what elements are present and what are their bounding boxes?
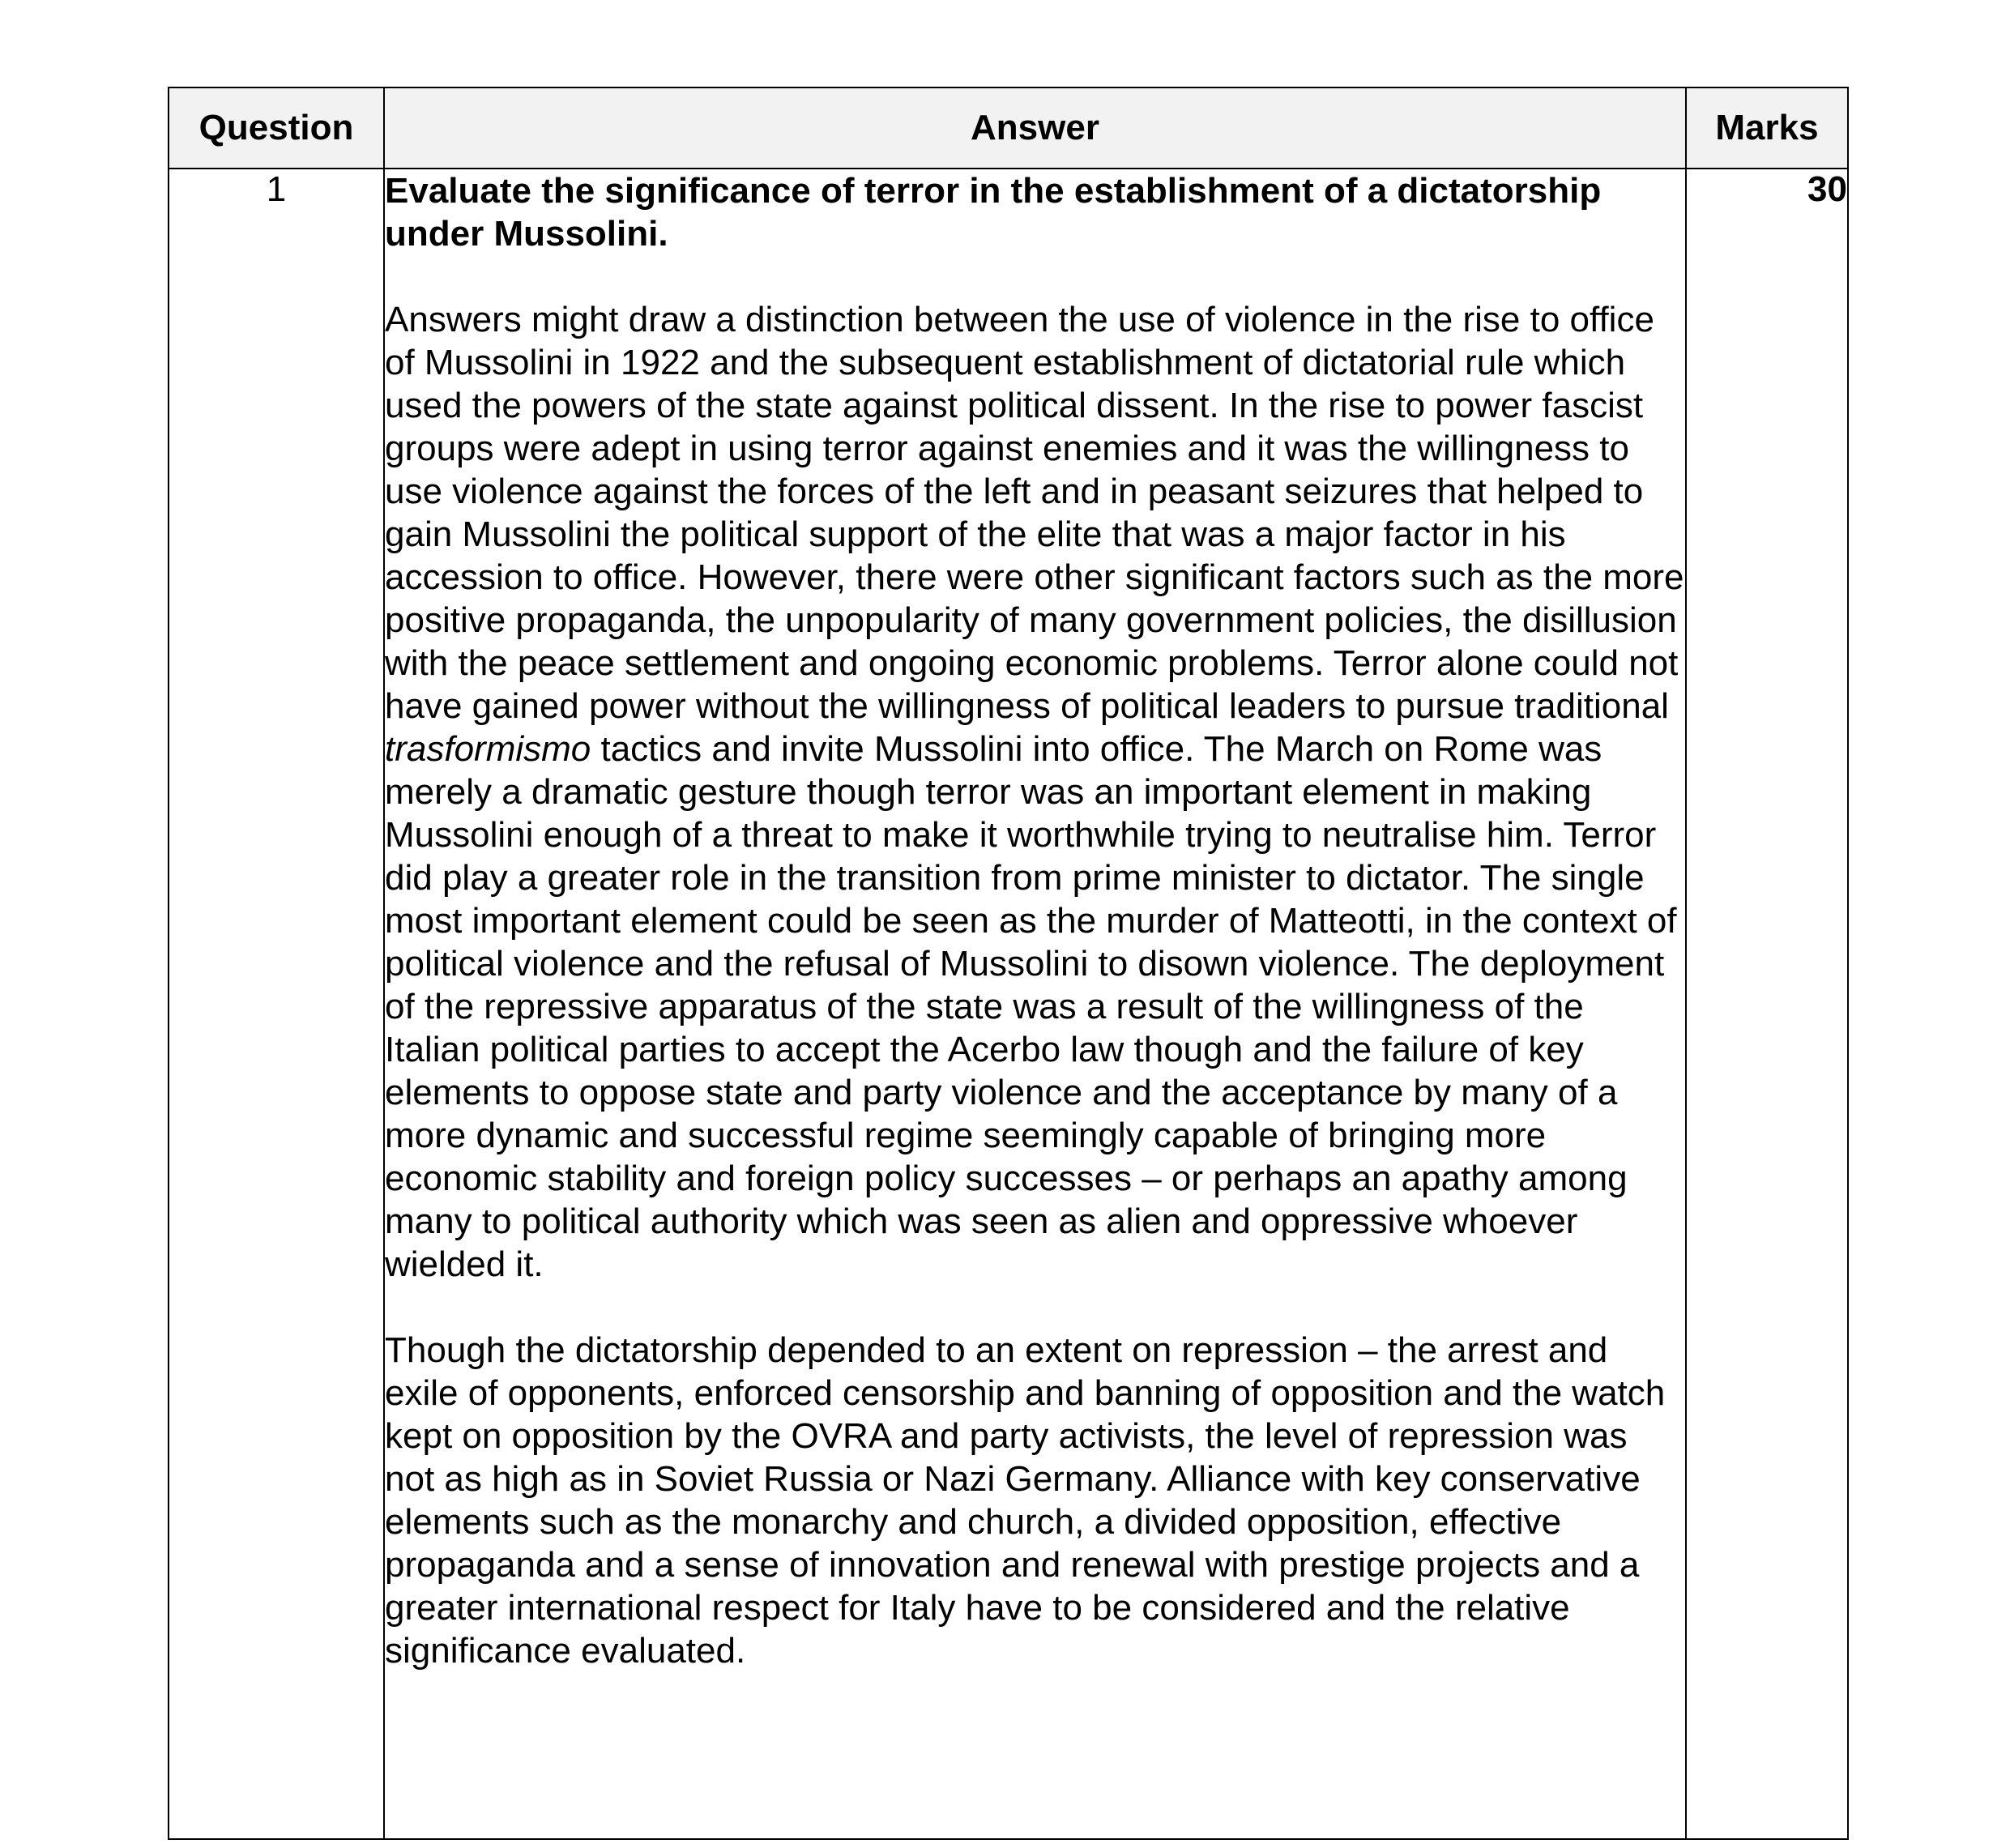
paragraph-1-text-b: tactics and invite Mussolini into office. The March on Rome was merely a dramatic gesture though terror was an important element in making Mussolini enough of a threat to make it worthwhile trying to neutralise him. Terror did play a greater role in the transition from prime minister to dictator. The single most important element could be seen as the murder of Matteotti, in the context of political violence and the refusal of Mussolini to disown violence. The deployment of the repressive apparatus of the state was a result of the willingness of the Italian political parties to accept the Acerbo law though and the failure of key elements to oppose state and party violence and the acceptance by many of a more dynamic and successful regime seemingly capable of bringing more economic stability and foreign policy successes – or perhaps an apathy among many to political authority which was seen as alien and oppressive whoever wielded it. — [385, 729, 1677, 1284]
italic-term: trasformismo — [385, 729, 591, 769]
marks-header: Marks — [1686, 87, 1848, 169]
table-row — [169, 169, 1848, 1839]
answer-paragraph-2: Though the dictatorship depended to an extent on repression – the arrest and exile of opponents, enforced censorship and banning of opposition and the watch kept on opposition by the OVRA and party activists, the level of repression was not as high as in Soviet Russia or Nazi Germany. Alliance with key conservative elements such as the monarchy and church, a divided opposition, effective propaganda and a sense of innovation and renewal with prestige projects and a greater international respect for Italy have to be considered and the relative significance evaluated. — [385, 1330, 1666, 1671]
header-row — [169, 87, 1848, 169]
answer-paragraph-1 — [385, 298, 1685, 1286]
question-prompt: Evaluate the significance of terror in the establishment of a dictatorship under Mussolini. — [385, 171, 1602, 254]
question-number: 1 — [169, 169, 384, 1839]
answer-cell — [384, 169, 1686, 1839]
mark-scheme-table — [168, 87, 1849, 1840]
question-header: Question — [169, 87, 384, 169]
marks-value: 30 — [1686, 169, 1848, 1839]
answer-header: Answer — [384, 87, 1686, 169]
paragraph-1-text-a: Answers might draw a distinction between the use of violence in the rise to office of Mussolini in 1922 and the subsequent establishment of dictatorial rule which used the powers of the state against political dissent. In the rise to power fascist groups were adept in using terror against enemies and it was the willingness to use violence against the forces of the left and in peasant seizures that helped to gain Mussolini the political support of the elite that was a major factor in his accession to office. However, there were other significant factors such as the more positive propaganda, the unpopularity of many government policies, the disillusion with the peace settlement and ongoing economic problems. Terror alone could not have gained power without the willingness of political leaders to pursue traditional — [385, 300, 1684, 726]
